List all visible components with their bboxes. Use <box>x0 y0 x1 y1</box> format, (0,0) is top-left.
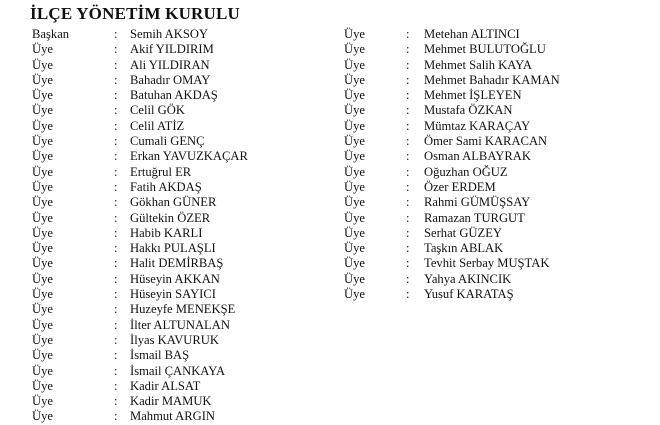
member-row <box>32 333 332 348</box>
separator-colon: : <box>114 149 118 164</box>
member-name: Mustafa ÖZKAN <box>424 103 513 118</box>
member-role: Üye <box>32 363 53 378</box>
separator-colon: : <box>114 179 118 194</box>
member-name: Batuhan AKDAŞ <box>130 88 218 103</box>
separator-colon: : <box>114 271 118 286</box>
member-row <box>32 42 332 57</box>
member-row <box>344 134 644 149</box>
member-role: Üye <box>344 225 365 240</box>
separator-colon: : <box>114 27 118 41</box>
separator-colon: : <box>406 271 410 286</box>
separator-colon: : <box>406 256 410 271</box>
member-role: Üye <box>32 149 53 164</box>
member-role: Üye <box>344 256 365 271</box>
separator-colon: : <box>406 57 410 72</box>
separator-colon: : <box>406 195 410 210</box>
member-row <box>32 287 332 302</box>
separator-colon: : <box>114 363 118 378</box>
separator-colon: : <box>114 287 118 302</box>
page-title: İLÇE YÖNETİM KURULU <box>30 4 241 23</box>
member-role: Üye <box>344 57 365 72</box>
separator-colon: : <box>114 332 118 347</box>
separator-colon: : <box>406 164 410 179</box>
member-name: Metehan ALTINCI <box>424 27 520 41</box>
separator-colon: : <box>114 302 118 317</box>
separator-colon: : <box>406 210 410 225</box>
member-name: Serhat GÜZEY <box>424 225 502 240</box>
member-name: Cumali GENÇ <box>130 134 205 149</box>
separator-colon: : <box>406 88 410 103</box>
member-row <box>32 226 332 241</box>
member-row <box>32 241 332 256</box>
member-name: Gültekin ÖZER <box>130 210 211 225</box>
member-name: Oğuzhan OĞUZ <box>424 164 508 179</box>
member-role: Üye <box>32 72 53 87</box>
member-name: Yahya AKINCIK <box>424 271 512 286</box>
separator-colon: : <box>114 42 118 57</box>
member-row <box>344 27 644 42</box>
member-name: Kadir ALSAT <box>130 378 201 393</box>
member-name: İlter ALTUNALAN <box>130 317 230 332</box>
member-row <box>32 134 332 149</box>
member-row <box>344 73 644 88</box>
member-row <box>344 226 644 241</box>
member-role: Üye <box>32 348 53 363</box>
member-row <box>32 195 332 210</box>
member-name: İlyas KAVURUK <box>130 332 219 347</box>
separator-colon: : <box>406 179 410 194</box>
member-name: Hüseyin SAYICI <box>130 287 216 302</box>
member-name: Yusuf KARATAŞ <box>424 287 514 302</box>
separator-colon: : <box>406 118 410 133</box>
member-row <box>344 256 644 271</box>
member-name: Gökhan GÜNER <box>130 195 217 210</box>
member-name: İsmail BAŞ <box>130 348 190 363</box>
separator-colon: : <box>114 409 118 424</box>
separator-colon: : <box>114 72 118 87</box>
separator-colon: : <box>114 88 118 103</box>
member-row <box>32 394 332 409</box>
member-name: Habib KARLI <box>130 225 203 240</box>
separator-colon: : <box>406 149 410 164</box>
separator-colon: : <box>114 134 118 149</box>
separator-colon: : <box>114 210 118 225</box>
member-role: Üye <box>32 256 53 271</box>
member-role: Üye <box>344 210 365 225</box>
member-role: Üye <box>32 210 53 225</box>
member-name: Ramazan TURGUT <box>424 210 525 225</box>
separator-colon: : <box>406 27 410 41</box>
separator-colon: : <box>114 225 118 240</box>
member-name: Fatih AKDAŞ <box>130 179 202 194</box>
member-role: Üye <box>32 287 53 302</box>
member-role: Üye <box>32 302 53 317</box>
member-name: Taşkın ABLAK <box>424 241 504 256</box>
member-row <box>344 287 644 302</box>
member-role: Üye <box>32 57 53 72</box>
member-list-right <box>344 27 644 302</box>
member-row <box>32 180 332 195</box>
separator-colon: : <box>406 72 410 87</box>
member-row <box>344 119 644 134</box>
member-name: Huzeyfe MENEKŞE <box>130 302 236 317</box>
separator-colon: : <box>114 195 118 210</box>
member-name: Celil ATİZ <box>130 118 185 133</box>
separator-colon: : <box>114 348 118 363</box>
separator-colon: : <box>114 57 118 72</box>
member-role: Üye <box>344 118 365 133</box>
member-row <box>32 364 332 379</box>
member-role: Üye <box>32 409 53 424</box>
member-role: Üye <box>344 164 365 179</box>
member-row <box>344 88 644 103</box>
member-name: Ömer Sami KARACAN <box>424 134 548 149</box>
member-name: Kadir MAMUK <box>130 394 212 409</box>
member-row <box>32 272 332 287</box>
member-role: Üye <box>32 378 53 393</box>
separator-colon: : <box>114 317 118 332</box>
member-name: Ertuğrul ER <box>130 164 192 179</box>
separator-colon: : <box>114 164 118 179</box>
separator-colon: : <box>406 241 410 256</box>
member-name: Celil GÖK <box>130 103 185 118</box>
separator-colon: : <box>406 134 410 149</box>
member-name: Hüseyin AKKAN <box>130 271 220 286</box>
separator-colon: : <box>114 394 118 409</box>
member-role: Üye <box>344 179 365 194</box>
member-row <box>32 318 332 333</box>
member-row <box>32 73 332 88</box>
member-row <box>344 165 644 180</box>
member-name: İsmail ÇANKAYA <box>130 363 226 378</box>
member-role: Üye <box>344 88 365 103</box>
member-row <box>32 379 332 394</box>
member-name: Mehmet İŞLEYEN <box>424 88 522 103</box>
member-row <box>32 348 332 363</box>
member-role: Üye <box>32 271 53 286</box>
member-name: Özer ERDEM <box>424 179 496 194</box>
member-role: Üye <box>344 42 365 57</box>
member-name: Mahmut ARGIN <box>130 409 216 424</box>
member-role: Üye <box>344 271 365 286</box>
member-role: Üye <box>32 179 53 194</box>
member-row <box>32 409 332 424</box>
member-row <box>32 302 332 317</box>
member-row <box>344 42 644 57</box>
separator-colon: : <box>114 378 118 393</box>
member-role: Üye <box>32 195 53 210</box>
separator-colon: : <box>406 42 410 57</box>
member-name: Mehmet Salih KAYA <box>424 57 532 72</box>
member-name: Osman ALBAYRAK <box>424 149 531 164</box>
member-row <box>344 180 644 195</box>
member-role: Üye <box>344 287 365 302</box>
separator-colon: : <box>114 103 118 118</box>
member-row <box>344 211 644 226</box>
member-row <box>344 272 644 287</box>
member-role: Üye <box>344 72 365 87</box>
member-name: Bahadır OMAY <box>130 72 211 87</box>
member-role: Üye <box>344 27 365 41</box>
member-name: Ali YILDIRAN <box>130 57 210 72</box>
member-role: Üye <box>32 164 53 179</box>
member-name: Akif YILDIRIM <box>130 42 214 57</box>
member-name: Rahmi GÜMÜŞSAY <box>424 195 531 210</box>
member-row <box>32 256 332 271</box>
member-role: Üye <box>32 103 53 118</box>
separator-colon: : <box>114 118 118 133</box>
member-role: Üye <box>32 394 53 409</box>
member-name: Mehmet Bahadır KAMAN <box>424 72 560 87</box>
member-name: Tevhit Serbay MUŞTAK <box>424 256 550 271</box>
member-row <box>344 149 644 164</box>
member-row <box>344 241 644 256</box>
member-role: Üye <box>344 195 365 210</box>
member-list-left <box>32 27 332 425</box>
member-name: Hakkı PULAŞLI <box>130 241 216 256</box>
member-row <box>32 211 332 226</box>
member-row <box>344 58 644 73</box>
member-row <box>32 27 332 42</box>
member-role: Üye <box>32 88 53 103</box>
member-row <box>32 165 332 180</box>
separator-colon: : <box>406 225 410 240</box>
member-role: Üye <box>32 332 53 347</box>
member-row <box>32 88 332 103</box>
member-name: Mehmet BULUTOĞLU <box>424 42 546 57</box>
member-name: Erkan YAVUZKAÇAR <box>130 149 248 164</box>
member-role: Üye <box>32 118 53 133</box>
member-role: Üye <box>32 225 53 240</box>
member-role: Üye <box>344 134 365 149</box>
separator-colon: : <box>114 241 118 256</box>
member-role: Üye <box>32 42 53 57</box>
separator-colon: : <box>114 256 118 271</box>
separator-colon: : <box>406 103 410 118</box>
member-row <box>344 103 644 118</box>
member-role: Üye <box>32 134 53 149</box>
member-role: Üye <box>344 241 365 256</box>
member-role: Başkan <box>32 27 70 41</box>
member-role: Üye <box>344 149 365 164</box>
member-row <box>32 149 332 164</box>
member-name: Mümtaz KARAÇAY <box>424 118 531 133</box>
member-row <box>32 119 332 134</box>
separator-colon: : <box>406 287 410 302</box>
member-role: Üye <box>32 241 53 256</box>
member-role: Üye <box>344 103 365 118</box>
member-row <box>344 195 644 210</box>
member-name: Semih AKSOY <box>130 27 209 41</box>
member-row <box>32 58 332 73</box>
member-row <box>32 103 332 118</box>
member-name: Halit DEMİRBAŞ <box>130 256 224 271</box>
member-role: Üye <box>32 317 53 332</box>
